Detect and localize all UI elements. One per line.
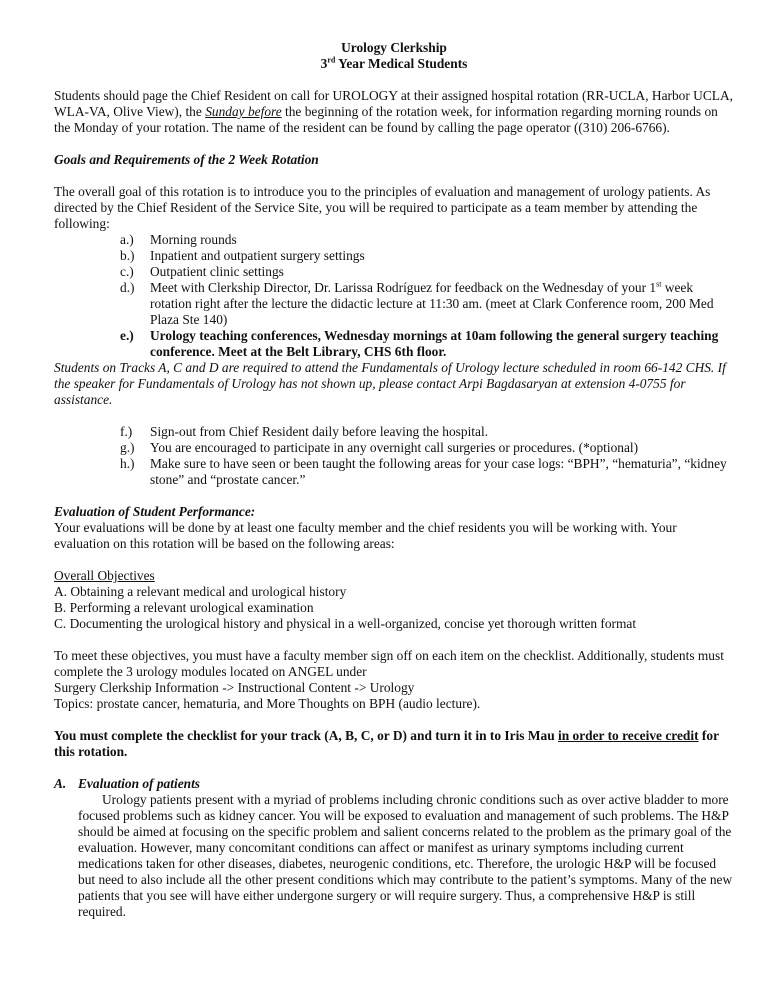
intro-text-2: the beginning of the rotation week, for information regarding morning rounds on the Monday of your rotation. The name of the resident can be found by calling the page operator ((310) 206-6766). <box>54 104 718 135</box>
section-marker: A. <box>54 776 67 791</box>
intro-text-1: Students should page the Chief Resident on call for UROLOGY at their assigned hospital rotation (RR-UCLA, Harbor UCLA, WLA-VA, Olive View), the <box>54 88 733 119</box>
list-marker: f.) <box>120 424 133 439</box>
list-item <box>54 456 734 488</box>
list-text: Sign-out from Chief Resident daily before leaving the hospital. <box>150 424 489 439</box>
list-text: Make sure to have seen or been taught the following areas for your case logs: “BPH”, “hematuria”, “kidney stone” and “prostate cancer.” <box>150 456 727 487</box>
subtitle-ordinal: rd <box>327 55 336 65</box>
list-marker: h.) <box>120 456 135 471</box>
checklist-notice <box>54 728 734 760</box>
list-marker: g.) <box>120 440 135 455</box>
list-text: Urology teaching conferences, Wednesday mornings at 10am following the general surgery teaching conference. Meet at the Belt Library, CHS 6th floor. <box>150 328 719 359</box>
list-text: week rotation right after the lecture the didactic lecture at 11:30 am. (meet at Clark Conference room, 200 Med Plaza Ste 140) <box>150 280 714 327</box>
section-a-heading <box>54 776 734 792</box>
list-item <box>54 232 734 248</box>
section-title: Evaluation of patients <box>78 776 201 791</box>
list-marker: c.) <box>120 264 134 279</box>
list-item <box>54 248 734 264</box>
requirements-list-continued <box>54 424 734 488</box>
fundamentals-note: Students on Tracks A, C and D are required to attend the Fundamentals of Urology lecture scheduled in room 66-142 CHS. If the speaker for Fundamentals of Urology has not shown up, please contact Arpi Bagdasaryan at extension 4-0755 for assistance. <box>54 360 726 407</box>
list-marker: b.) <box>120 248 135 263</box>
evaluation-heading: Evaluation of Student Performance: <box>54 504 256 519</box>
list-item <box>54 280 734 328</box>
objective-item: B. Performing a relevant urological examination <box>54 600 314 615</box>
goals-heading: Goals and Requirements of the 2 Week Rotation <box>54 152 319 167</box>
goals-intro: The overall goal of this rotation is to introduce you to the principles of evaluation and management of urology patients. As directed by the Chief Resident of the Service Site, you will be required to participate as a team member by attending the following: <box>54 184 711 231</box>
checklist-underlined: in order to receive credit <box>558 728 699 743</box>
section-a-text: Urology patients present with a myriad of problems including chronic conditions such as over active bladder to more focused problems such as kidney cancer. You will be exposed to evaluation and management of such problems. The H&P should be aimed at focusing on the specific problem and salient concerns related to the problem as the primary goal of the evaluation. However, many concomitant conditions can affect or manifest as urinary symptoms including current medications taken for other diseases, diabetes, neurogenic conditions, etc. Therefore, the urologic H&P will be focused but need to also include all the other present conditions which may contribute to the patient’s symptoms. Many of the new patients that you see will have either undergone surgery or will require surgery. Thus, a comprehensive H&P is still required. <box>78 792 733 919</box>
list-text: Morning rounds <box>150 232 237 247</box>
document-subtitle <box>54 56 734 72</box>
list-item <box>54 424 734 440</box>
list-item <box>54 440 734 456</box>
requirements-list <box>54 232 734 360</box>
intro-paragraph <box>54 88 734 136</box>
modules-topics: Topics: prostate cancer, hematuria, and More Thoughts on BPH (audio lecture). <box>54 696 481 711</box>
modules-path: Surgery Clerkship Information -> Instructional Content -> Urology <box>54 680 415 695</box>
list-text: You are encouraged to participate in any overnight call surgeries or procedures. (*optional) <box>150 440 639 455</box>
objective-item: A. Obtaining a relevant medical and urological history <box>54 584 347 599</box>
list-text: Meet with Clerkship Director, Dr. Larissa Rodríguez for feedback on the Wednesday of your 1 <box>150 280 657 295</box>
checklist-text-2: for this rotation. <box>54 728 719 759</box>
list-text: Outpatient clinic settings <box>150 264 284 279</box>
document-title: Urology Clerkship <box>341 40 447 55</box>
list-item <box>54 264 734 280</box>
list-marker: a.) <box>120 232 134 247</box>
evaluation-text: Your evaluations will be done by at least one faculty member and the chief residents you will be working with. Your evaluation on this rotation will be based on the following areas: <box>54 520 677 551</box>
intro-emphasis: Sunday before <box>205 104 282 119</box>
list-text: Inpatient and outpatient surgery settings <box>150 248 365 263</box>
list-marker: e.) <box>120 328 134 343</box>
modules-text: To meet these objectives, you must have a faculty member sign off on each item on the checklist. Additionally, students must complete the 3 urology modules located on ANGEL under <box>54 648 724 679</box>
subtitle-number: 3 <box>320 56 328 71</box>
objective-item: C. Documenting the urological history and physical in a well-organized, concise yet thorough written format <box>54 616 637 631</box>
objectives-heading: Overall Objectives <box>54 568 155 583</box>
list-marker: d.) <box>120 280 135 295</box>
list-item <box>54 328 734 360</box>
ordinal-sup: st <box>656 279 662 289</box>
checklist-text-1: You must complete the checklist for your track (A, B, C, or D) and turn it in to Iris Mau <box>54 728 558 743</box>
document-page <box>54 40 734 920</box>
subtitle-text: Year Medical Students <box>335 56 468 71</box>
